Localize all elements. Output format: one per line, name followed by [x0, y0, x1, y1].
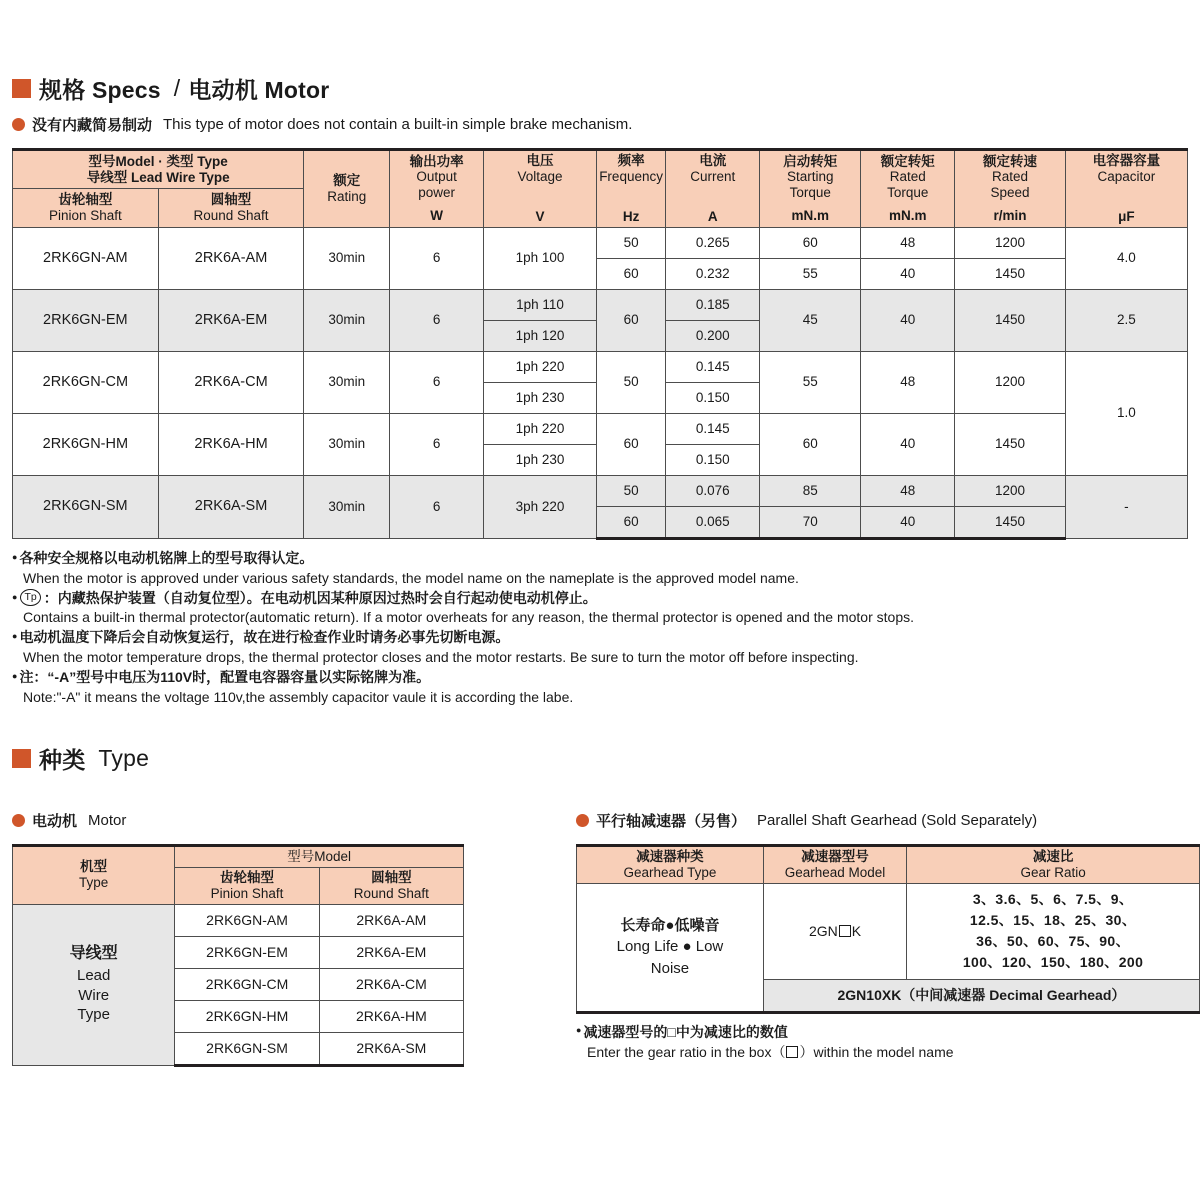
- header-capacitor: 电容器容量 Capacitor μF: [1065, 150, 1187, 228]
- cell-round-model: 2RK6A-AM: [319, 904, 463, 936]
- dot-bullet-icon: [12, 814, 25, 827]
- footnote-3-cn: ● 电动机温度下降后会自动恢复运行，故在进行检查作业时请务必事先切断电源。: [12, 628, 1188, 648]
- cell-gearhead-type: 长寿命●低噪音 Long Life ● Low Noise: [577, 883, 764, 1012]
- gearhead-subheading: [576, 810, 1200, 831]
- header-pinion-shaft: 齿轮轴型 Pinion Shaft: [13, 189, 159, 227]
- header-model-group: 型号Model: [175, 845, 464, 867]
- table-row: [13, 413, 1188, 444]
- footnote-2-cn: [12, 589, 1188, 609]
- cell-frequency: 50: [596, 351, 665, 413]
- footnote-1-cn: ● 各种安全规格以电动机铭牌上的型号取得认定。: [12, 549, 1188, 569]
- cell-current: 0.150: [666, 382, 760, 413]
- cell-starting-torque: 45: [760, 289, 861, 351]
- header-gearhead-model: 减速器型号 Gearhead Model: [763, 845, 906, 883]
- thermal-protector-icon: ● Tp: [20, 589, 40, 606]
- motor-type-subheading-cn: 电动机: [32, 812, 78, 830]
- dot-bullet-icon: [12, 118, 25, 131]
- table-row: [13, 904, 464, 936]
- cell-rated-speed: 1450: [955, 506, 1065, 538]
- footnote-2-en: Contains a built-in thermal protector(automatic return). If a motor overheats for any reason, the thermal protector is opened and the motor stops.: [23, 609, 914, 626]
- gearhead-footnote-cn: ● 减速器型号的□中为减速比的数值: [576, 1022, 1200, 1042]
- header-rating: 额定 Rating: [304, 150, 390, 228]
- gearhead-footnote: [576, 1022, 1200, 1063]
- cell-round-model: 2RK6A-EM: [158, 289, 304, 351]
- cell-current: 0.185: [666, 289, 760, 320]
- cell-round-model: 2RK6A-CM: [158, 351, 304, 413]
- type-section-heading: [12, 742, 1188, 775]
- cell-pinion-model: 2RK6GN-AM: [13, 227, 159, 289]
- gearhead-subheading-en: Parallel Shaft Gearhead (Sold Separately): [757, 811, 1038, 829]
- cell-round-model: 2RK6A-HM: [158, 413, 304, 475]
- square-bullet-icon: [12, 79, 31, 98]
- specs-heading-right: 电动机 Motor: [188, 77, 330, 103]
- type-section-body: [12, 801, 1188, 1067]
- cell-rated-speed: 1200: [955, 351, 1065, 413]
- type-heading-en: Type: [98, 744, 150, 771]
- cell-current: 0.076: [666, 475, 760, 506]
- cell-pinion-model: 2RK6GN-AM: [175, 904, 319, 936]
- cell-pinion-model: 2RK6GN-EM: [13, 289, 159, 351]
- cell-rated-speed: 1450: [955, 413, 1065, 475]
- gearhead-table: [576, 844, 1200, 1014]
- header-gearhead-type: 减速器种类 Gearhead Type: [577, 845, 764, 883]
- cell-voltage: 1ph 230: [484, 382, 597, 413]
- dot-bullet-icon: [576, 814, 589, 827]
- cell-rating: 30min: [304, 413, 390, 475]
- specs-heading-left: 规格 Specs: [39, 77, 161, 103]
- cell-voltage: 1ph 220: [484, 351, 597, 382]
- header-voltage: 电压 Voltage V: [484, 150, 597, 228]
- header-pinion-shaft: 齿轮轴型 Pinion Shaft: [175, 867, 319, 904]
- cell-voltage: 3ph 220: [484, 475, 597, 538]
- cell-rating: 30min: [304, 351, 390, 413]
- cell-capacitor: 1.0: [1065, 351, 1187, 475]
- gearhead-subheading-cn: 平行轴减速器（另售）: [596, 812, 747, 830]
- cell-round-model: 2RK6A-CM: [319, 968, 463, 1000]
- motor-type-subheading: [12, 810, 464, 831]
- table-row: [13, 475, 1188, 506]
- motor-type-subheading-en: Motor: [88, 811, 127, 829]
- footnote-1-en: When the motor is approved under various safety standards, the model name on the nameplate is the approved model name.: [23, 569, 799, 586]
- cell-rated-torque: 48: [861, 227, 955, 258]
- cell-pinion-model: 2RK6GN-CM: [175, 968, 319, 1000]
- cell-capacitor: 2.5: [1065, 289, 1187, 351]
- cell-current: 0.232: [666, 258, 760, 289]
- footnote-2-text: ：内藏热保护装置（自动复位型）。在电动机因某种原因过热时会自行起动使电动机停止。: [43, 589, 597, 606]
- cell-frequency: 50: [596, 227, 665, 258]
- footnote-4-en: Note:"-A" it means the voltage 110v,the assembly capacitor vaule it is according the labe.: [23, 688, 574, 705]
- cell-pinion-model: 2RK6GN-SM: [13, 475, 159, 538]
- cell-current: 0.200: [666, 320, 760, 351]
- cell-voltage: 1ph 110: [484, 289, 597, 320]
- cell-voltage: 1ph 100: [484, 227, 597, 289]
- header-model-group: 型号Model · 类型 Type 导线型 Lead Wire Type: [13, 150, 304, 189]
- cell-round-model: 2RK6A-AM: [158, 227, 304, 289]
- cell-current: 0.265: [666, 227, 760, 258]
- cell-gearhead-model: 2GN K: [763, 883, 906, 979]
- cell-pinion-model: 2RK6GN-HM: [13, 413, 159, 475]
- cell-frequency: 60: [596, 413, 665, 475]
- header-gear-ratio: 减速比 Gear Ratio: [907, 845, 1200, 883]
- header-round-shaft: 圆轴型 Round Shaft: [319, 867, 463, 904]
- cell-starting-torque: 55: [760, 258, 861, 289]
- cell-starting-torque: 70: [760, 506, 861, 538]
- table-row: [13, 351, 1188, 382]
- cell-rated-torque: 48: [861, 475, 955, 506]
- gearhead-column: [576, 801, 1200, 1067]
- cell-voltage: 1ph 230: [484, 444, 597, 475]
- brake-note-cn: 没有内藏简易制动: [32, 117, 153, 134]
- cell-round-model: 2RK6A-SM: [319, 1032, 463, 1065]
- cell-rated-torque: 40: [861, 258, 955, 289]
- cell-pinion-model: 2RK6GN-HM: [175, 1000, 319, 1032]
- header-round-shaft: 圆轴型 Round Shaft: [158, 189, 304, 227]
- cell-frequency: 50: [596, 475, 665, 506]
- footnote-4-cn: ● 注：“-A”型号中电压为110V时，配置电容器容量以实际铭牌为准。: [12, 668, 1188, 688]
- cell-rated-torque: 40: [861, 506, 955, 538]
- cell-rated-speed: 1200: [955, 227, 1065, 258]
- cell-rated-torque: 48: [861, 351, 955, 413]
- cell-starting-torque: 60: [760, 413, 861, 475]
- cell-current: 0.145: [666, 351, 760, 382]
- square-bullet-icon: [12, 749, 31, 768]
- cell-rated-speed: 1450: [955, 258, 1065, 289]
- ratio-box-icon: [786, 1046, 798, 1058]
- cell-round-model: 2RK6A-HM: [319, 1000, 463, 1032]
- cell-pinion-model: 2RK6GN-EM: [175, 936, 319, 968]
- cell-rated-torque: 40: [861, 289, 955, 351]
- cell-round-model: 2RK6A-SM: [158, 475, 304, 538]
- cell-capacitor: -: [1065, 475, 1187, 538]
- header-current: 电流 Current A: [666, 150, 760, 228]
- footnote-3-en: When the motor temperature drops, the thermal protector closes and the motor restarts. Be sure to turn the motor off before inspecting.: [23, 649, 859, 666]
- cell-voltage: 1ph 120: [484, 320, 597, 351]
- cell-decimal-gearhead: 2GN10XK（中间减速器 Decimal Gearhead）: [763, 979, 1199, 1012]
- cell-pinion-model: 2RK6GN-CM: [13, 351, 159, 413]
- gearhead-footnote-en: Enter the gear ratio in the box（ ）within the model name: [587, 1043, 954, 1060]
- table-row: [13, 289, 1188, 320]
- cell-frequency: 60: [596, 506, 665, 538]
- cell-starting-torque: 60: [760, 227, 861, 258]
- cell-rating: 30min: [304, 289, 390, 351]
- specs-footnotes: [12, 549, 1188, 708]
- cell-capacitor: 4.0: [1065, 227, 1187, 289]
- cell-output-power: 6: [390, 475, 484, 538]
- cell-rated-speed: 1450: [955, 289, 1065, 351]
- brake-note-en: This type of motor does not contain a built-in simple brake mechanism.: [163, 116, 633, 133]
- cell-output-power: 6: [390, 351, 484, 413]
- specs-heading-separator: /: [173, 75, 181, 101]
- cell-lead-wire-type: 导线型 Lead Wire Type: [13, 904, 175, 1065]
- cell-current: 0.145: [666, 413, 760, 444]
- motor-specification-table: [12, 148, 1188, 540]
- cell-current: 0.065: [666, 506, 760, 538]
- cell-output-power: 6: [390, 289, 484, 351]
- cell-frequency: 60: [596, 289, 665, 351]
- specs-section-heading: [12, 72, 1188, 105]
- cell-gear-ratios: 3、3.6、5、6、7.5、9、 12.5、15、18、25、30、 36、50、60、75、90、 100、120、150、180、200: [907, 883, 1200, 979]
- cell-current: 0.150: [666, 444, 760, 475]
- cell-rating: 30min: [304, 227, 390, 289]
- motor-type-column: [12, 801, 464, 1067]
- header-output-power: 输出功率 Output power W: [390, 150, 484, 228]
- cell-voltage: 1ph 220: [484, 413, 597, 444]
- cell-frequency: 60: [596, 258, 665, 289]
- cell-round-model: 2RK6A-EM: [319, 936, 463, 968]
- header-rated-torque: 额定转矩 Rated Torque mN.m: [861, 150, 955, 228]
- cell-output-power: 6: [390, 413, 484, 475]
- cell-rated-speed: 1200: [955, 475, 1065, 506]
- cell-pinion-model: 2RK6GN-SM: [175, 1032, 319, 1065]
- header-machine-type: 机型 Type: [13, 845, 175, 904]
- brake-note: [12, 114, 1188, 135]
- cell-starting-torque: 55: [760, 351, 861, 413]
- type-heading-cn: 种类: [39, 746, 86, 773]
- ratio-box-icon: [839, 925, 851, 937]
- header-rated-speed: 额定转速 Rated Speed r/min: [955, 150, 1065, 228]
- header-starting-torque: 启动转矩 Starting Torque mN.m: [760, 150, 861, 228]
- header-frequency: 频率 Frequency Hz: [596, 150, 665, 228]
- cell-rating: 30min: [304, 475, 390, 538]
- cell-output-power: 6: [390, 227, 484, 289]
- cell-starting-torque: 85: [760, 475, 861, 506]
- table-row: [577, 883, 1200, 979]
- motor-type-table: [12, 844, 464, 1067]
- table-row: [13, 227, 1188, 258]
- cell-rated-torque: 40: [861, 413, 955, 475]
